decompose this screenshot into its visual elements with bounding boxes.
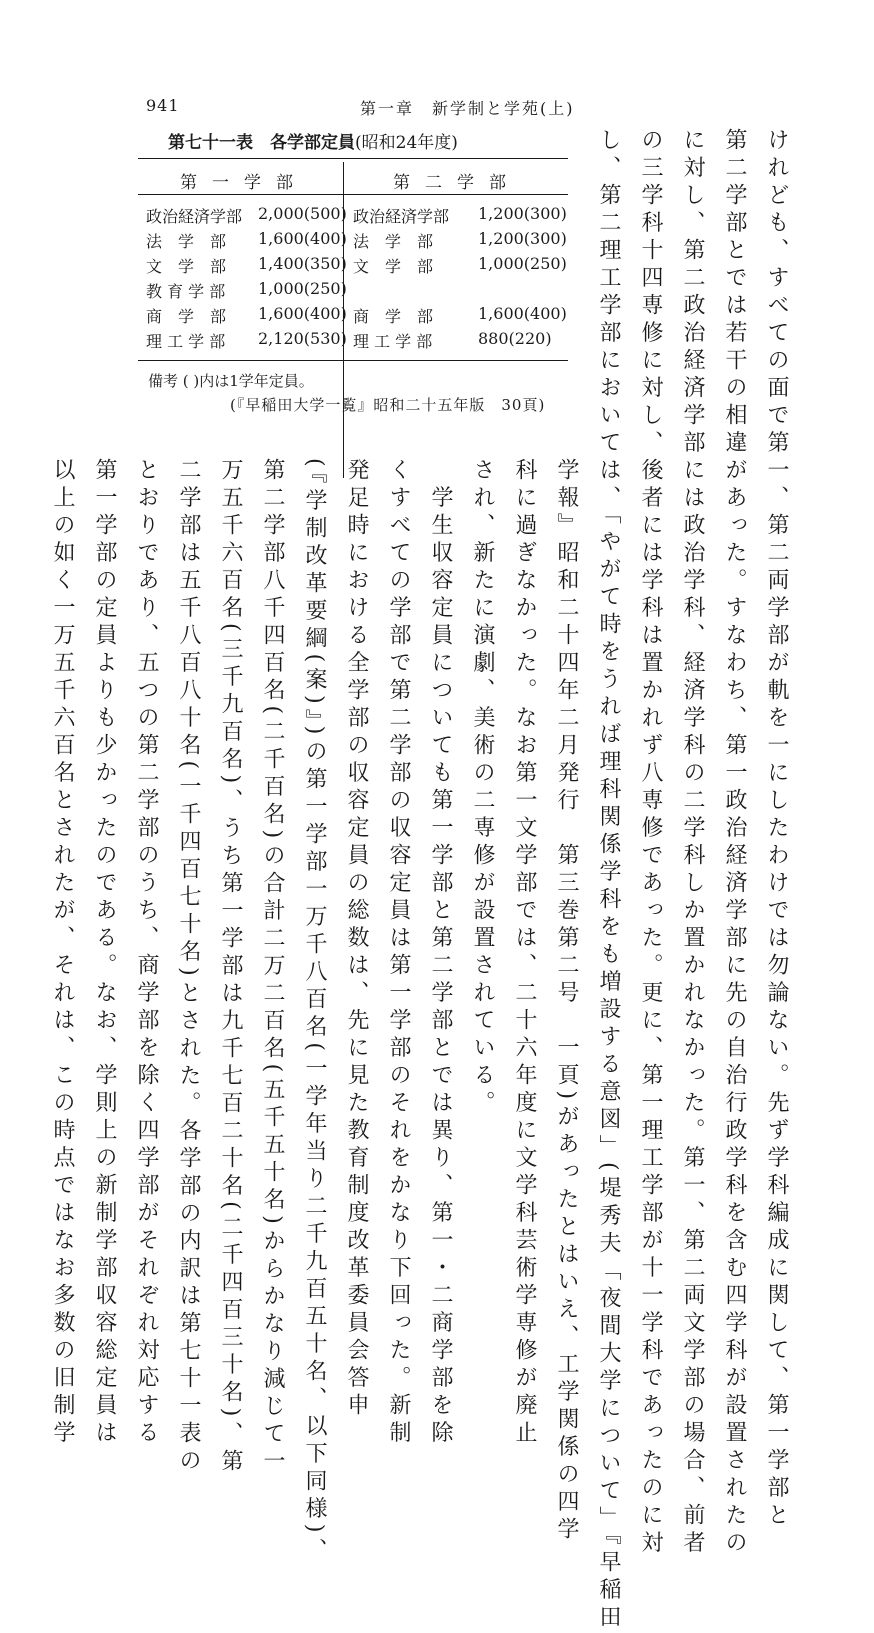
table-row: [138, 279, 568, 303]
page-number: 941: [146, 96, 180, 115]
table-top-rule: [138, 158, 568, 159]
body-text-column: 第二学部とでは若干の相違があった。すなわち、第一政治経済学部に先の自治行政学科を含む四学科が設置されたの: [722, 128, 747, 1558]
second-faculty-quota: 880(220): [478, 329, 552, 348]
body-text-column: 発足時における全学部の収容定員の総数は、先に見た教育制度改革委員会答申: [344, 458, 369, 1421]
body-text-column: (『学制改革要綱(案)』)の第一学部一万千八百名(一学年当り二千九百五十名、以下同様)、: [302, 458, 327, 1566]
first-faculty-quota: 1,000(250): [258, 279, 347, 298]
body-text-column: の三学科十四専修に対し、後者には学科は置かれず八専修であった。更に、第一理工学部が十一学科であったのに対: [638, 128, 663, 1558]
body-text-column: けれども、すべての面で第一、第二両学部が軌を一にしたわけでは勿論ない。先ず学科編成に関して、第一学部と: [764, 128, 789, 1531]
body-text-column: 第一学部の定員よりも少かったのである。なお、学則上の新制学部収容総定員は: [92, 458, 117, 1448]
body-text-column: 学報』昭和二十四年二月発行 第三巻第二号 一頁)があったとはいえ、工学関係の四学: [554, 458, 579, 1545]
first-faculty-name: 文 学 部: [146, 257, 227, 276]
body-text-column: 科に過ぎなかった。なお第一文学部では、二十六年度に文学科芸術学専修が廃止: [512, 458, 537, 1448]
second-faculty-quota: 1,200(300): [478, 204, 567, 223]
running-head: 第一章 新学制と学苑(上): [360, 99, 575, 118]
table-bottom-rule: [138, 360, 568, 361]
table-source: (『早稲田大学一覧』昭和二十五年版 30頁): [230, 396, 546, 414]
second-faculty-name: 文 学 部: [353, 257, 434, 276]
first-faculty-name: 商 学 部: [146, 307, 227, 326]
body-text-column: 第二学部八千四百名(二千百名)の合計二万二百名(五千五十名)からかなり減じて一: [260, 458, 285, 1477]
column-header-first: 第一学部: [180, 173, 308, 193]
table-row: [138, 204, 568, 228]
first-faculty-name: 理 工 学 部: [146, 332, 226, 351]
body-text-column: 以上の如く一万五千六百名とされたが、それは、この時点ではなお多数の旧制学: [50, 458, 75, 1448]
first-faculty-quota: 1,600(400): [258, 304, 347, 323]
body-text-column: に対し、第二政治経済学部には政治学科、経済学科の二学科しか置かれなかった。第一、第二両文学部の場合、前者: [680, 128, 705, 1558]
body-text-column: 万五千六百名(三千九百名)、うち第一学部は九千七百二十名(二千四百三十名)、第: [218, 458, 243, 1477]
second-faculty-name: 商 学 部: [353, 307, 434, 326]
first-faculty-name: 政治経済学部: [146, 207, 243, 226]
table-row: [138, 254, 568, 278]
table-title-main: 第七十一表 各学部定員: [168, 133, 355, 153]
table-row: [138, 229, 568, 253]
first-faculty-name: 法 学 部: [146, 232, 227, 251]
first-faculty-quota: 1,600(400): [258, 229, 347, 248]
first-faculty-quota: 2,000(500): [258, 204, 347, 223]
second-faculty-name: 理 工 学 部: [353, 332, 433, 351]
body-text-column: し、第二理工学部においては、「やがて時をうれば理科関係学科をも増設する意図」(堤秀夫「夜間大学について」『早稲田: [596, 128, 621, 1633]
table-header-rule: [138, 194, 568, 195]
table-note: 備考 ( )内は1学年定員。: [148, 372, 314, 390]
body-text-column: 学生収容定員についても第一学部と第二学部とでは異り、第一・二商学部を除: [428, 458, 453, 1448]
body-text-column: され、新たに演劇、美術の二専修が設置されている。: [470, 458, 495, 1118]
body-text-column: 二学部は五千八百八十名(一千四百七十名)とされた。各学部の内訳は第七十一表の: [176, 458, 201, 1477]
body-text-column: くすべての学部で第二学部の収容定員は第一学部のそれをかなり下回った。新制: [386, 458, 411, 1448]
second-faculty-quota: 1,000(250): [478, 254, 567, 273]
column-header-second: 第二学部: [393, 173, 521, 193]
table-title: [168, 128, 458, 153]
first-faculty-quota: 2,120(530): [258, 329, 347, 348]
first-faculty-name: 教 育 学 部: [146, 282, 226, 301]
second-faculty-quota: 1,600(400): [478, 304, 567, 323]
table-row: [138, 329, 568, 353]
body-text-column: とおりであり、五つの第二学部のうち、商学部を除く四学部がそれぞれ対応する: [134, 458, 159, 1448]
table-row: [138, 304, 568, 328]
first-faculty-quota: 1,400(350): [258, 254, 347, 273]
second-faculty-name: 法 学 部: [353, 232, 434, 251]
table-title-year: (昭和24年度): [355, 133, 458, 153]
second-faculty-name: 政治経済学部: [353, 207, 450, 226]
second-faculty-quota: 1,200(300): [478, 229, 567, 248]
